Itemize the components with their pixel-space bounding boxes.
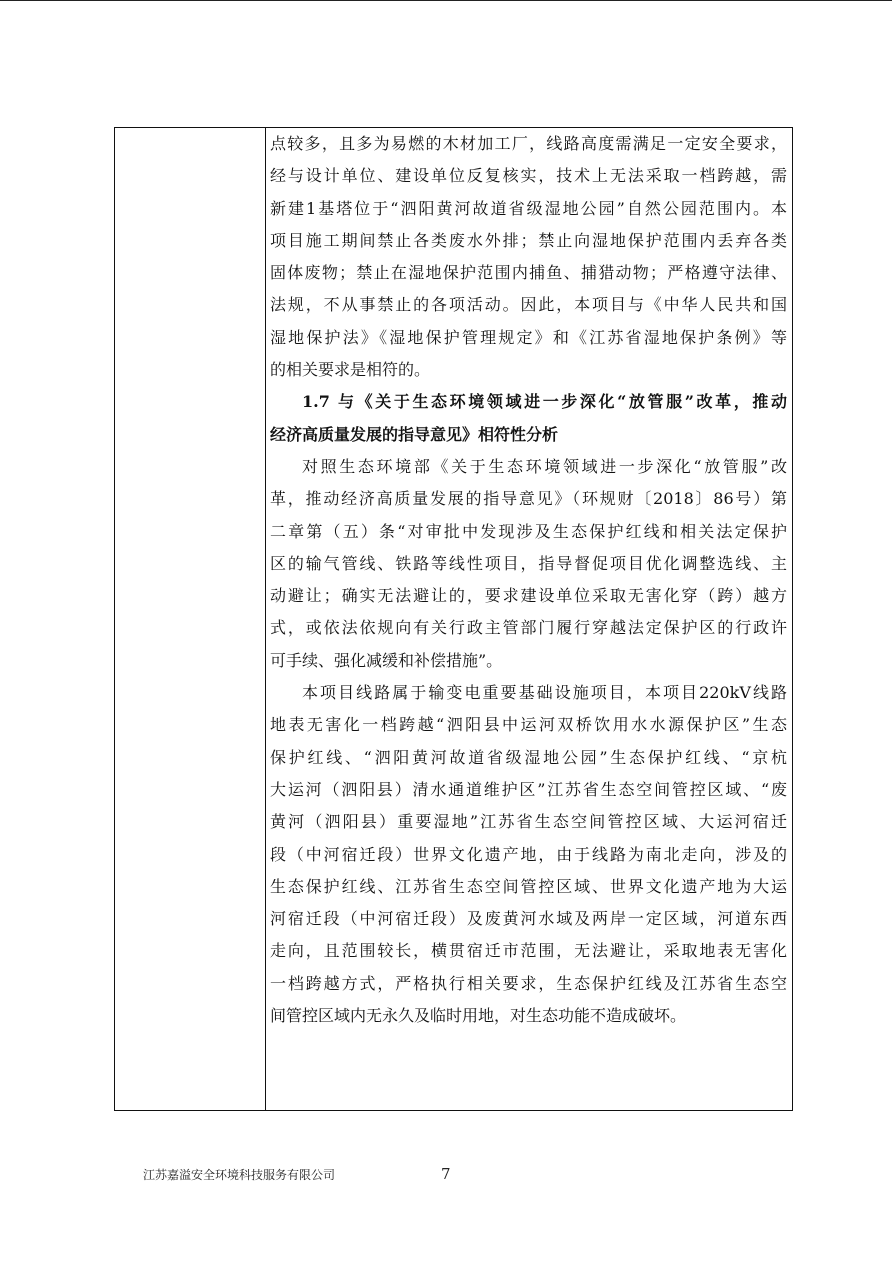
text-line: 动避让；确实无法避让的，要求建设单位采取无害化穿（跨）越方 [270, 586, 787, 606]
text-line: 经与设计单位、建设单位反复核实，技术上无法采取一档跨越，需 [270, 166, 787, 186]
content-table [114, 127, 793, 1111]
heading-line: 经济高质量发展的指导意见》相符性分析 [270, 424, 559, 444]
text-line: 生态保护红线、江苏省生态空间管控区域、世界文化遗产地为大运 [270, 876, 787, 896]
text-line: 项目施工期间禁止各类废水外排；禁止向湿地保护范围内丢弃各类 [270, 230, 787, 250]
text-line: 区的输气管线、铁路等线性项目，指导督促项目优化调整选线、主 [270, 553, 787, 573]
text-line: 地表无害化一档跨越“泗阳县中运河双桥饮用水水源保护区”生态 [270, 715, 787, 735]
section-heading [270, 386, 787, 451]
text-line: 二章第（五）条“对审批中发现涉及生态保护红线和相关法定保护 [270, 521, 787, 541]
text-line: 固体废物；禁止在湿地保护范围内捕鱼、捕猎动物；严格遵守法律、 [270, 263, 787, 283]
header-rule [0, 0, 892, 1]
footer-company-name: 江苏嘉溢安全环境科技服务有限公司 [143, 1168, 336, 1182]
text-line: 可手续、强化减缓和补偿措施”。 [270, 650, 503, 670]
heading-line: 1.7 与《关于生态环境领域进一步深化“放管服”改革，推动 [302, 392, 787, 412]
table-right-cell [266, 128, 792, 1110]
text-line: 新建1基塔位于“泗阳黄河故道省级湿地公园”自然公园范围内。本 [270, 198, 787, 218]
text-line: 保护红线、“泗阳黄河故道省级湿地公园”生态保护红线、“京杭 [270, 747, 787, 767]
text-line: 对照生态环境部《关于生态环境领域进一步深化“放管服”改 [302, 456, 787, 476]
text-line: 大运河（泗阳县）清水通道维护区”江苏省生态空间管控区域、“废 [270, 779, 787, 799]
text-line: 一档跨越方式，严格执行相关要求，生态保护红线及江苏省生态空 [270, 973, 787, 993]
table-left-cell [115, 128, 266, 1110]
text-line: 式，或依法依规向有关行政主管部门履行穿越法定保护区的行政许 [270, 618, 787, 638]
text-line: 段（中河宿迁段）世界文化遗产地，由于线路为南北走向，涉及的 [270, 844, 787, 864]
text-line: 革，推动经济高质量发展的指导意见》（环规财〔2018〕86号）第 [270, 489, 787, 509]
text-line: 的相关要求是相符的。 [270, 360, 431, 380]
paragraph-project [270, 677, 787, 1032]
text-line: 本项目线路属于输变电重要基础设施项目，本项目220kV线路 [302, 683, 787, 703]
text-line: 黄河（泗阳县）重要湿地”江苏省生态空间管控区域、大运河宿迁 [270, 812, 787, 832]
page-number: 7 [441, 1165, 451, 1183]
text-line: 河宿迁段（中河宿迁段）及废黄河水域及两岸一定区域，河道东西 [270, 909, 787, 929]
text-line: 间管控区域内无永久及临时用地，对生态功能不造成破坏。 [270, 1006, 687, 1026]
text-line: 法规，不从事禁止的各项活动。因此，本项目与《中华人民共和国 [270, 295, 787, 315]
text-line: 走向，且范围较长，横贯宿迁市范围，无法避让，采取地表无害化 [270, 941, 787, 961]
text-line: 点较多，且多为易燃的木材加工厂，线路高度需满足一定安全要求， [270, 134, 787, 153]
text-line: 湿地保护法》《湿地保护管理规定》和《江苏省湿地保护条例》等 [270, 327, 787, 347]
paragraph-directive [270, 451, 787, 677]
continued-paragraph [270, 128, 787, 386]
